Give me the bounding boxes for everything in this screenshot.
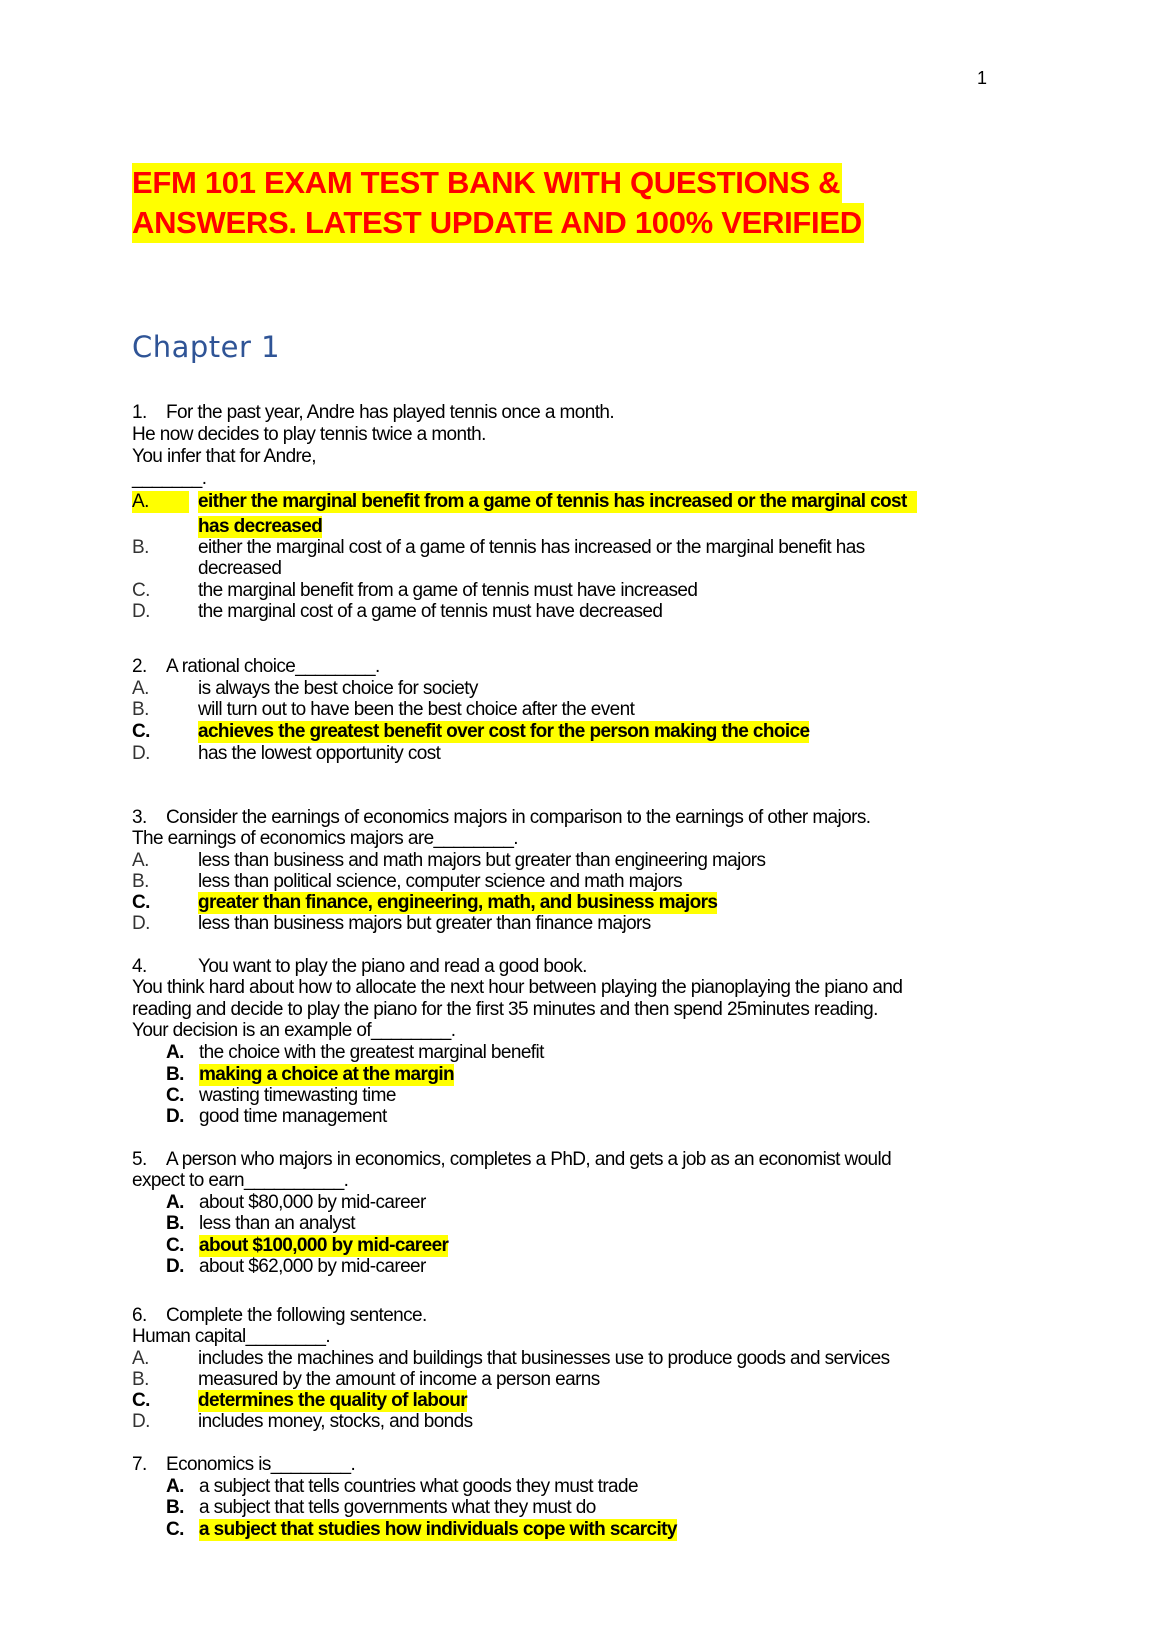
question-stem: _______. [132,468,207,489]
option-letter: B. [166,1213,184,1234]
page-number: 1 [977,68,988,88]
correct-answer-text: a subject that studies how individuals cope with scarcity [199,1519,677,1540]
question-stem: You want to play the piano and read a good book. [198,956,587,977]
question-number: 3. [132,807,147,828]
question-stem: Complete the following sentence. [166,1305,427,1326]
question-stem: expect to earn__________. [132,1170,349,1191]
option-letter: A. [132,850,149,871]
question-number: 2. [132,656,147,677]
option-letter: C. [132,580,150,601]
option-letter: B. [132,871,149,892]
question-number: 1. [132,402,147,423]
option-text: about $80,000 by mid-career [199,1192,426,1213]
question-stem: He now decides to play tennis twice a month. [132,424,486,445]
question-stem: Your decision is an example of________. [132,1020,456,1041]
correct-answer-text: achieves the greatest benefit over cost for the person making the choice [198,721,810,742]
title-line-2: ANSWERS. LATEST UPDATE AND 100% VERIFIED [132,203,864,243]
option-letter: D. [132,1411,150,1432]
option-text: less than political science, computer science and math majors [198,871,683,892]
title-line-1: EFM 101 EXAM TEST BANK WITH QUESTIONS & [132,163,842,203]
option-text: less than business and math majors but greater than engineering majors [198,850,766,871]
option-text: decreased [198,558,282,579]
question-stem: A rational choice________. [166,656,380,677]
option-text: either the marginal cost of a game of tennis has increased or the marginal benefit has [198,537,865,558]
option-letter: D. [132,601,150,622]
option-letter: D. [132,913,150,934]
option-text: a subject that tells countries what goods they must trade [199,1476,638,1497]
option-letter: B. [166,1064,184,1085]
question-stem: For the past year, Andre has played tennis once a month. [166,402,615,423]
option-letter: C. [132,1390,150,1411]
question-stem: You infer that for Andre, [132,446,316,467]
option-letter: B. [132,537,149,558]
correct-answer-text: greater than finance, engineering, math, and business majors [198,892,718,913]
option-letter: C. [166,1519,184,1540]
option-letter: C. [132,892,150,913]
option-text: less than an analyst [199,1213,355,1234]
correct-answer-text: either the marginal benefit from a game of tennis has increased or the marginal cost [198,491,917,513]
option-text: about $62,000 by mid-career [199,1256,426,1277]
option-text: is always the best choice for society [198,678,478,699]
option-letter: A. [166,1192,184,1213]
question-number: 5. [132,1149,147,1170]
question-stem: The earnings of economics majors are________. [132,828,518,849]
correct-answer-text: about $100,000 by mid-career [199,1235,449,1256]
document-title [132,163,864,243]
option-letter: A. [132,491,189,513]
option-letter: D. [166,1106,184,1127]
option-letter: C. [132,721,150,742]
option-letter: B. [132,1369,149,1390]
option-text: less than business majors but greater than finance majors [198,913,651,934]
correct-answer-text: making a choice at the margin [199,1064,455,1085]
option-text: a subject that tells governments what they must do [199,1497,596,1518]
option-text: good time management [199,1106,387,1127]
option-text: has the lowest opportunity cost [198,743,441,764]
option-text: the choice with the greatest marginal benefit [199,1042,544,1063]
question-stem: Human capital________. [132,1326,331,1347]
option-letter: D. [132,743,150,764]
question-number: 7. [132,1454,147,1475]
chapter-heading: Chapter 1 [132,330,281,364]
correct-answer-text: has decreased [198,516,323,537]
option-letter: C. [166,1235,184,1256]
option-text: includes money, stocks, and bonds [198,1411,473,1432]
option-text: the marginal benefit from a game of tennis must have increased [198,580,698,601]
question-stem: Consider the earnings of economics majors in comparison to the earnings of other majors. [166,807,871,828]
question-number: 4. [132,956,147,977]
option-text: measured by the amount of income a person earns [198,1369,600,1390]
option-letter: A. [132,678,149,699]
option-letter: A. [166,1042,184,1063]
option-text: wasting timewasting time [199,1085,396,1106]
option-letter: D. [166,1256,184,1277]
question-stem: You think hard about how to allocate the next hour between playing the pianoplaying the piano and [132,977,903,998]
option-text: includes the machines and buildings that businesses use to produce goods and services [198,1348,890,1369]
correct-answer-text: determines the quality of labour [198,1390,468,1411]
option-letter: B. [132,699,149,720]
question-stem: Economics is________. [166,1454,356,1475]
question-number: 6. [132,1305,147,1326]
option-letter: B. [166,1497,184,1518]
option-text: the marginal cost of a game of tennis must have decreased [198,601,663,622]
option-letter: A. [132,1348,149,1369]
option-text: will turn out to have been the best choice after the event [198,699,635,720]
question-stem: reading and decide to play the piano for the first 35 minutes and then spend 25minutes reading. [132,999,878,1020]
option-letter: A. [166,1476,184,1497]
question-stem: A person who majors in economics, completes a PhD, and gets a job as an economist would [166,1149,892,1170]
option-letter: C. [166,1085,184,1106]
